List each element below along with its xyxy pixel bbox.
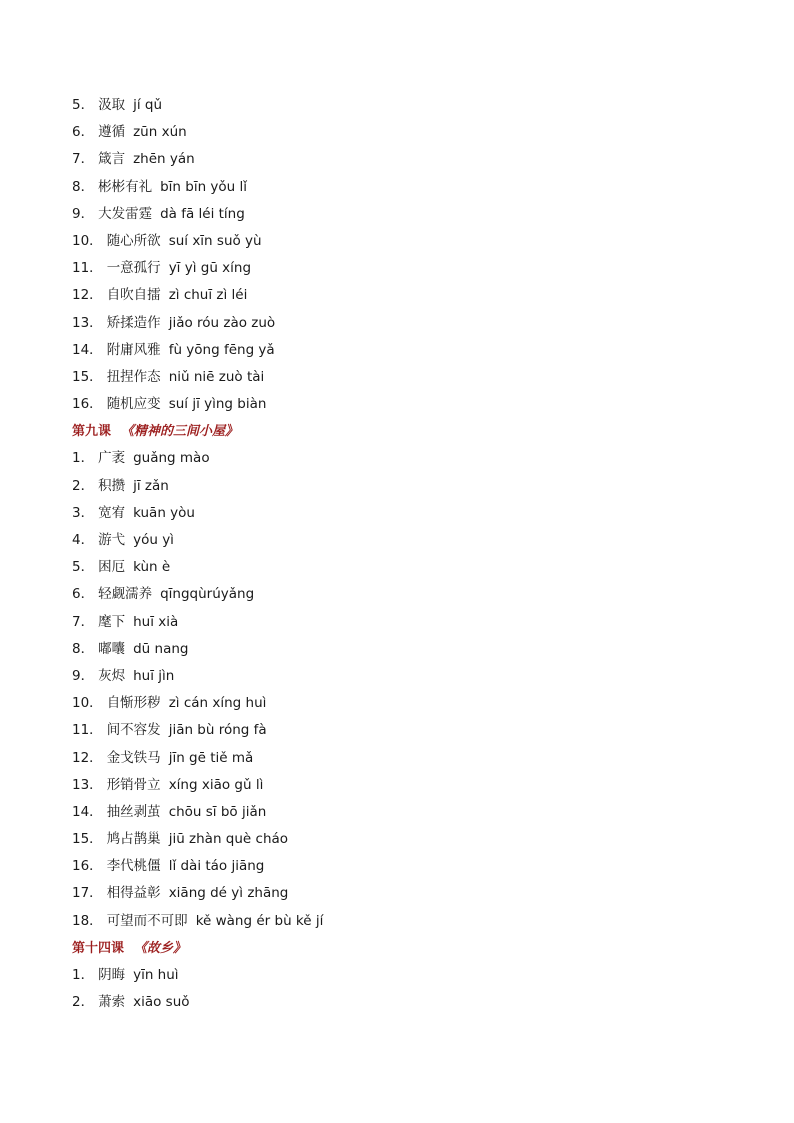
item-number: 8． <box>72 640 95 657</box>
vocab-item <box>72 228 722 255</box>
item-number: 14． <box>72 803 103 820</box>
vocab-word: 矫揉造作 <box>106 314 161 331</box>
item-number: 11． <box>72 260 103 277</box>
vocab-item <box>72 799 722 826</box>
item-number: 9． <box>72 205 95 222</box>
vocab-item <box>72 500 722 527</box>
vocab-word: 阴晦 <box>98 967 126 983</box>
vocab-pinyin: suí jī yìng biàn <box>168 396 267 413</box>
item-number: 16． <box>72 858 103 875</box>
vocab-pinyin: yīn huì <box>133 967 179 983</box>
vocab-pinyin: jiū zhàn què cháo <box>168 831 289 848</box>
vocab-item <box>72 255 722 282</box>
item-number: 5． <box>72 97 95 113</box>
vocab-item <box>72 554 722 581</box>
item-number: 4． <box>72 532 95 548</box>
vocab-word: 彬彬有礼 <box>98 178 153 195</box>
vocab-pinyin: suí xīn suǒ yù <box>168 232 262 249</box>
vocab-pinyin: yóu yì <box>133 532 174 548</box>
vocab-word: 轻觑濡养 <box>98 586 153 603</box>
vocab-word: 鸠占鹊巢 <box>106 831 161 848</box>
item-number: 18． <box>72 912 103 929</box>
vocab-word: 灰烬 <box>98 667 126 684</box>
vocab-word: 嘟囔 <box>98 640 126 657</box>
item-number: 12． <box>72 749 103 766</box>
vocab-pinyin: qīngqùrúyǎng <box>160 586 255 603</box>
vocab-word: 相得益彰 <box>106 885 161 902</box>
vocab-pinyin: jiān bù róng fà <box>168 722 267 739</box>
vocab-word: 金戈铁马 <box>106 749 161 766</box>
vocab-pinyin: zūn xún <box>133 124 187 141</box>
lesson-title: 《故乡》 <box>134 940 187 956</box>
vocab-pinyin: jiǎo róu zào zuò <box>168 314 276 331</box>
vocab-word: 自吹自擂 <box>106 287 161 304</box>
item-number: 6． <box>72 124 95 141</box>
vocab-item <box>72 282 722 309</box>
item-number: 1． <box>72 450 95 467</box>
vocab-item <box>72 772 722 799</box>
item-number: 2． <box>72 994 95 1011</box>
vocab-pinyin: jī zǎn <box>133 477 169 494</box>
vocab-pinyin: dū nang <box>133 640 189 657</box>
vocab-pinyin: xiāng dé yì zhāng <box>168 885 289 902</box>
vocab-pinyin: fù yōng fēng yǎ <box>168 341 275 358</box>
vocab-word: 麾下 <box>98 613 126 630</box>
vocab-item <box>72 826 722 853</box>
vocab-item <box>72 146 722 173</box>
vocab-item <box>72 174 722 201</box>
vocab-pinyin: yī yì gū xíng <box>168 260 252 277</box>
vocab-pinyin: xiāo suǒ <box>133 994 190 1011</box>
vocab-item <box>72 690 722 717</box>
vocab-word: 可望而不可即 <box>106 912 188 929</box>
vocab-item <box>72 391 722 418</box>
vocab-item <box>72 636 722 663</box>
vocab-word: 箴言 <box>98 151 126 168</box>
lesson-title: 《精神的三间小屋》 <box>121 424 239 440</box>
item-number: 15． <box>72 831 103 848</box>
vocab-item <box>72 745 722 772</box>
lesson-heading <box>72 935 722 962</box>
vocab-word: 一意孤行 <box>106 260 161 277</box>
vocab-word: 积攒 <box>98 477 126 494</box>
vocab-word: 间不容发 <box>106 722 161 739</box>
vocab-item <box>72 445 722 472</box>
item-number: 5． <box>72 559 95 576</box>
vocab-item <box>72 581 722 608</box>
vocab-item <box>72 853 722 880</box>
vocab-item <box>72 119 722 146</box>
item-number: 10． <box>72 695 103 712</box>
vocab-word: 抽丝剥茧 <box>106 803 161 820</box>
vocab-pinyin: kùn è <box>133 559 171 576</box>
vocab-item <box>72 663 722 690</box>
vocab-word: 附庸风雅 <box>106 341 161 358</box>
vocabulary-page <box>72 92 722 1016</box>
vocab-pinyin: chōu sī bō jiǎn <box>168 803 267 820</box>
vocab-pinyin: kuān yòu <box>133 504 195 521</box>
vocab-word: 广袤 <box>98 450 126 467</box>
vocab-pinyin: jí qǔ <box>133 97 163 113</box>
vocab-word: 形销骨立 <box>106 776 161 793</box>
vocab-item <box>72 908 722 935</box>
vocab-item <box>72 337 722 364</box>
vocab-pinyin: xíng xiāo gǔ lì <box>168 776 264 793</box>
vocab-item <box>72 880 722 907</box>
vocab-item <box>72 989 722 1016</box>
vocab-word: 随心所欲 <box>106 232 161 249</box>
vocab-item <box>72 473 722 500</box>
vocab-pinyin: lǐ dài táo jiāng <box>168 858 265 875</box>
vocab-item <box>72 609 722 636</box>
vocab-pinyin: huī jìn <box>133 667 175 684</box>
vocab-pinyin: zì chuī zì léi <box>168 287 248 304</box>
vocab-pinyin: kě wàng ér bù kě jí <box>195 912 324 929</box>
vocab-pinyin: zì cán xíng huì <box>168 695 267 712</box>
vocab-word: 汲取 <box>98 97 126 113</box>
item-number: 7． <box>72 613 95 630</box>
item-number: 16． <box>72 396 103 413</box>
item-number: 11． <box>72 722 103 739</box>
vocab-item <box>72 310 722 337</box>
item-number: 1． <box>72 967 95 983</box>
item-number: 7． <box>72 151 95 168</box>
vocab-pinyin: bīn bīn yǒu lǐ <box>160 178 248 195</box>
vocab-word: 宽宥 <box>98 504 126 521</box>
vocab-word: 随机应变 <box>106 396 161 413</box>
item-number: 10． <box>72 232 103 249</box>
vocab-pinyin: niǔ niē zuò tài <box>168 368 265 385</box>
item-number: 6． <box>72 586 95 603</box>
vocab-word: 萧索 <box>98 994 126 1011</box>
item-number: 12． <box>72 287 103 304</box>
vocab-item <box>72 717 722 744</box>
vocab-word: 遵循 <box>98 124 126 141</box>
vocab-item <box>72 201 722 228</box>
vocab-word: 扭捏作态 <box>106 368 161 385</box>
item-number: 13． <box>72 776 103 793</box>
vocab-pinyin: zhēn yán <box>133 151 195 168</box>
lesson-number: 第十四课 <box>72 940 125 956</box>
vocab-item <box>72 364 722 391</box>
item-number: 17． <box>72 885 103 902</box>
vocab-pinyin: guǎng mào <box>133 450 210 467</box>
vocab-item <box>72 962 722 989</box>
vocab-word: 自惭形秽 <box>106 695 161 712</box>
item-number: 9． <box>72 667 95 684</box>
item-number: 2． <box>72 477 95 494</box>
vocab-word: 李代桃僵 <box>106 858 161 875</box>
item-number: 14． <box>72 341 103 358</box>
vocab-item <box>72 92 722 119</box>
vocab-word: 大发雷霆 <box>98 205 153 222</box>
item-number: 15． <box>72 368 103 385</box>
item-number: 3． <box>72 504 95 521</box>
vocab-pinyin: jīn gē tiě mǎ <box>168 749 254 766</box>
vocab-word: 困厄 <box>98 559 126 576</box>
lesson-heading <box>72 418 722 445</box>
vocab-pinyin: dà fā léi tíng <box>160 205 245 222</box>
vocab-item <box>72 527 722 554</box>
item-number: 8． <box>72 178 95 195</box>
lesson-number: 第九课 <box>72 424 112 440</box>
vocab-pinyin: huī xià <box>133 613 179 630</box>
item-number: 13． <box>72 314 103 331</box>
vocab-word: 游弋 <box>98 532 126 548</box>
